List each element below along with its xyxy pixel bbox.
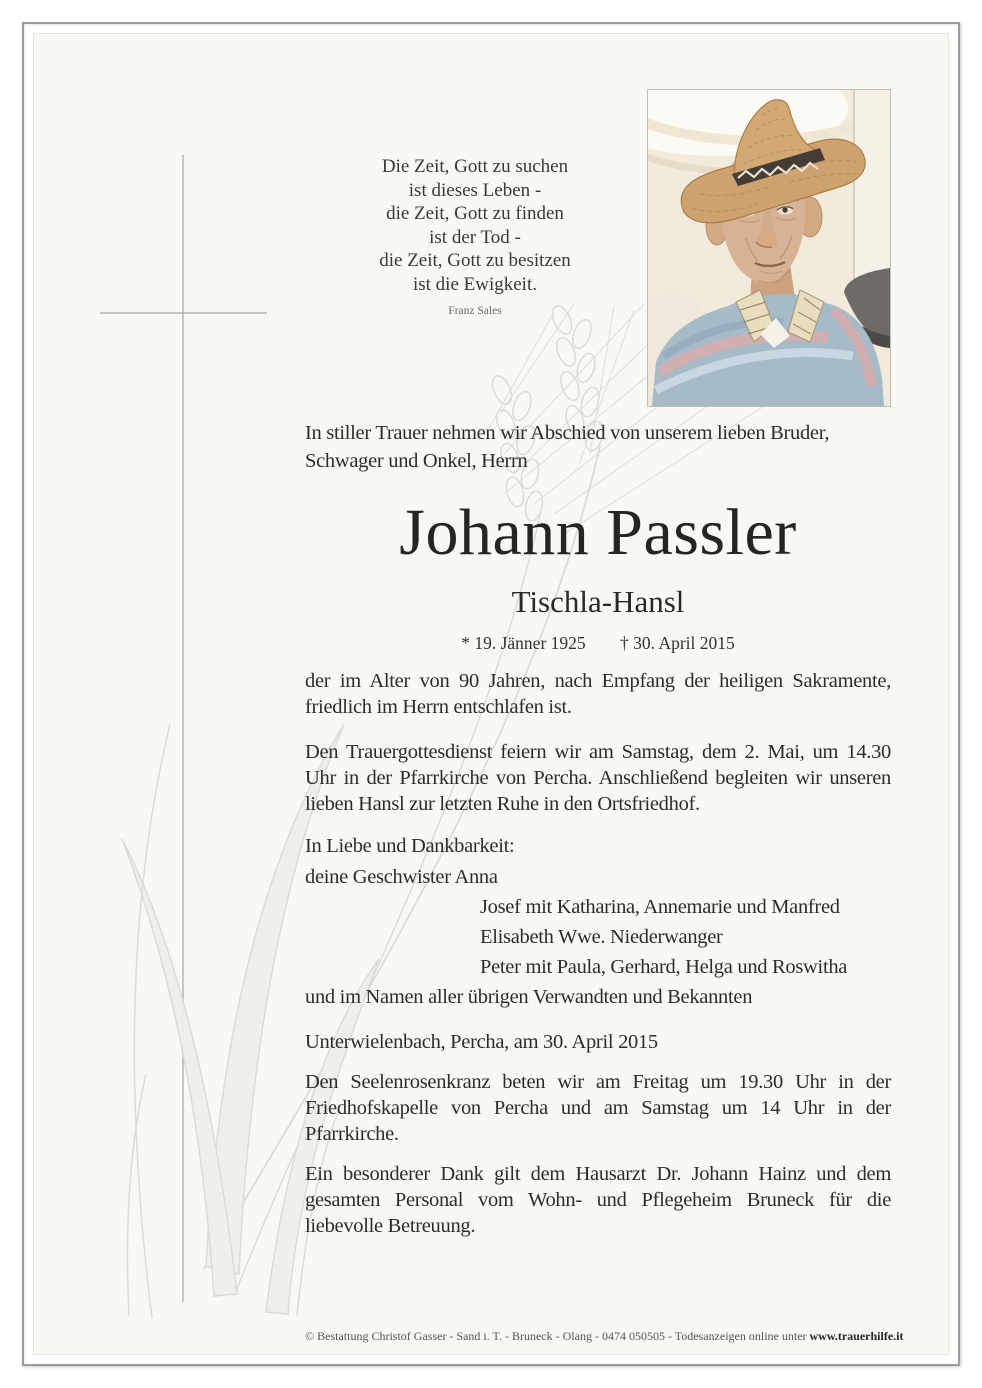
- birth-date: * 19. Jänner 1925: [461, 633, 586, 653]
- funeral-home-footer: [305, 1329, 904, 1344]
- quote-attribution: Franz Sales: [448, 305, 502, 317]
- opening-quote: [240, 155, 710, 324]
- notice-text-column: [305, 420, 891, 1239]
- quote-line: Die Zeit, Gott zu suchen: [381, 156, 569, 177]
- mourner-line: Josef mit Katharina, Annemarie und Manfred: [480, 896, 840, 918]
- portrait-illustration: [648, 90, 890, 406]
- rosary-paragraph: Den Seelenrosenkranz beten wir am Freitag um 19.30 Uhr in der Friedhofskapelle von Percha und am Samstag um 14 Uhr in der Pfarrkirche.: [305, 1071, 891, 1145]
- quote-line: die Zeit, Gott zu besitzen: [379, 250, 571, 271]
- quote-line: die Zeit, Gott zu finden: [386, 203, 564, 224]
- mourners-list: [305, 862, 891, 1012]
- mourner-line: deine Geschwister Anna: [305, 866, 498, 888]
- service-paragraph: Den Trauergottesdienst feiern wir am Samstag, dem 2. Mai, um 14.30 Uhr in der Pfarrkirche von Percha. Anschließend begleiten wir unseren lieben Hansl zur letzten Ruhe in den Ortsfriedhof.: [305, 741, 891, 815]
- mourner-line: Peter mit Paula, Gerhard, Helga und Roswitha: [480, 956, 848, 978]
- death-date: † 30. April 2015: [620, 633, 735, 653]
- deceased-nickname: Tischla-Hansl: [511, 584, 685, 619]
- life-dates: [305, 633, 891, 654]
- portrait-photo: [647, 89, 891, 407]
- footer-text: © Bestattung Christof Gasser - Sand i. T. - Bruneck - Olang - 0474 050505 - Todesanzeigen online unter: [305, 1329, 810, 1343]
- quote-line: ist der Tod -: [429, 226, 521, 248]
- quote-line: ist dieses Leben -: [408, 179, 542, 201]
- thanks-paragraph: Ein besonderer Dank gilt dem Hausarzt Dr. Johann Hainz und dem gesamten Personal vom Wohn- und Pflegeheim Bruneck für die liebevolle Betreuung.: [305, 1163, 891, 1237]
- intro-text: In stiller Trauer nehmen wir Abschied von unserem lieben Bruder, Schwager und Onkel, Herrn: [305, 422, 830, 472]
- deceased-name: Johann Passler: [399, 496, 797, 569]
- footer-website: www.trauerhilfe.it: [809, 1329, 904, 1343]
- card-page: [33, 33, 949, 1355]
- place-and-date: Unterwielenbach, Percha, am 30. April 2015: [305, 1031, 658, 1053]
- passing-paragraph: der im Alter von 90 Jahren, nach Empfang der heiligen Sakramente, friedlich im Herrn entschlafen ist.: [305, 670, 891, 718]
- mourner-line: Elisabeth Wwe. Niederwanger: [480, 926, 723, 948]
- quote-line: ist die Ewigkeit.: [412, 273, 537, 295]
- mourning-heading: In Liebe und Dankbarkeit:: [305, 835, 515, 857]
- mourner-line: und im Namen aller übrigen Verwandten und Bekannten: [305, 986, 753, 1008]
